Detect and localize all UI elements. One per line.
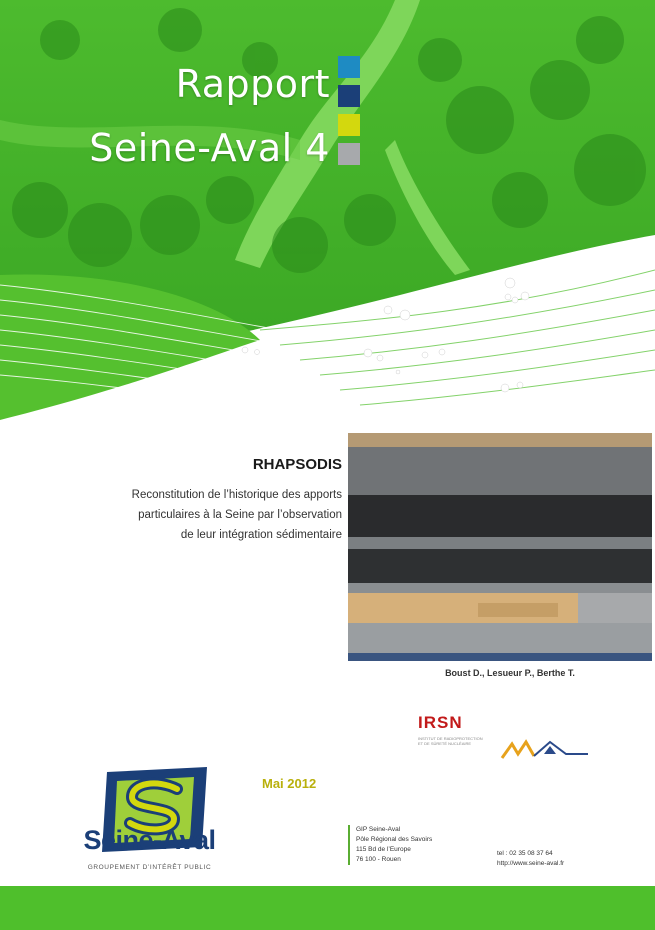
contact-tel: tel : 02 35 08 37 64 (497, 850, 553, 857)
contact-org: GIP Seine-Aval (356, 826, 401, 833)
report-subtitle-line-2: particulaires à la Seine par l’observation (138, 509, 342, 521)
report-series-title (30, 52, 330, 180)
authors: Boust D., Lesueur P., Berthe T. (445, 668, 575, 678)
title-line-seine-aval: Seine-Aval 4 (89, 126, 330, 170)
navy-square (338, 85, 360, 107)
report-subtitle-line-3: de leur intégration sédimentaire (180, 529, 342, 541)
report-subtitle-line-1: Reconstitution de l’historique des apports (131, 489, 342, 501)
logo-tagline: GROUPEMENT D’INTÉRÊT PUBLIC (87, 864, 212, 871)
grey-square (338, 143, 360, 165)
irsn-logo: IRSN (418, 713, 463, 732)
seine-aval-logo (62, 742, 237, 882)
title-line-rapport: Rapport (175, 62, 330, 106)
color-squares (338, 56, 360, 172)
contact-details (497, 849, 564, 869)
contact-street: 115 Bd de l’Europe (356, 846, 411, 853)
report-name: RHAPSODIS (252, 456, 342, 473)
sediment-core-photo (348, 433, 652, 661)
publication-date: Mai 2012 (262, 776, 317, 791)
contact-address (348, 825, 432, 865)
bottom-green-bar (0, 886, 655, 930)
contact-building: Pôle Régional des Savoirs (356, 836, 433, 843)
irsn-tagline: INSTITUT DE RADIOPROTECTION ET DE SÛRETÉ NUCLÉAIRE (418, 736, 483, 746)
m2c-logo (500, 736, 590, 764)
yellow-square (338, 114, 360, 136)
contact-web[interactable]: http://www.seine-aval.fr (497, 860, 565, 867)
contact-city: 76 100 - Rouen (356, 856, 401, 863)
logo-name: Seine-Aval (83, 825, 216, 855)
blue-square (338, 56, 360, 78)
report-title-block (60, 456, 342, 545)
